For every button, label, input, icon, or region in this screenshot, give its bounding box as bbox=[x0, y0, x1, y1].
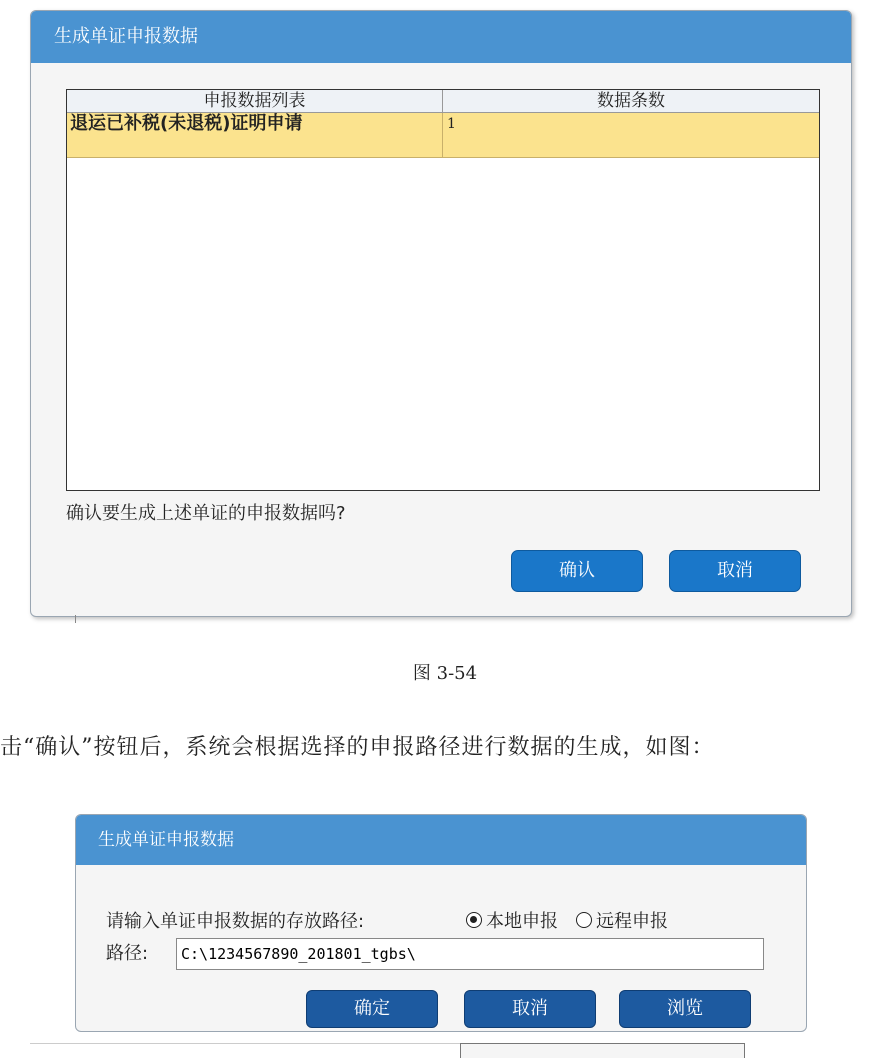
dialog-title: 生成单证申报数据 bbox=[76, 815, 806, 865]
cancel-button[interactable]: 取消 bbox=[464, 990, 596, 1028]
underlying-window-fragment bbox=[75, 615, 236, 623]
divider bbox=[30, 1043, 470, 1044]
radio-unselected-icon[interactable] bbox=[576, 912, 592, 928]
radio-remote-declare[interactable] bbox=[576, 907, 668, 933]
save-path-dialog bbox=[75, 814, 807, 1032]
instruction-paragraph: 击“确认”按钮后，系统会根据选择的申报路径进行数据的生成，如图： bbox=[0, 735, 715, 760]
ok-button[interactable]: 确定 bbox=[306, 990, 438, 1028]
cancel-button[interactable]: 取消 bbox=[669, 550, 801, 592]
row-name-cell: 退运已补税(未退税)证明申请 bbox=[67, 113, 443, 157]
declaration-data-table bbox=[66, 89, 820, 491]
row-count-cell: 1 bbox=[447, 116, 456, 132]
confirm-prompt: 确认要生成上述单证的申报数据吗? bbox=[66, 503, 346, 524]
radio-local-declare[interactable] bbox=[466, 907, 558, 933]
path-prompt: 请输入单证申报数据的存放路径: bbox=[106, 911, 365, 932]
radio-local-label: 本地申报 bbox=[486, 911, 558, 932]
radio-selected-icon[interactable] bbox=[466, 912, 482, 928]
figure-caption: 图 3-54 bbox=[412, 663, 478, 684]
dialog-title: 生成单证申报数据 bbox=[31, 11, 851, 63]
column-header-count[interactable]: 数据条数 bbox=[597, 91, 665, 111]
path-input[interactable] bbox=[176, 938, 764, 970]
column-header-list[interactable]: 申报数据列表 bbox=[67, 90, 443, 112]
generate-data-dialog bbox=[30, 10, 852, 617]
table-row[interactable] bbox=[67, 113, 819, 158]
browse-button[interactable]: 浏览 bbox=[619, 990, 751, 1028]
declare-mode-radio-group bbox=[466, 907, 668, 933]
radio-remote-label: 远程申报 bbox=[596, 911, 668, 932]
confirm-button[interactable]: 确认 bbox=[511, 550, 643, 592]
table-header bbox=[67, 90, 819, 113]
path-field-label: 路径: bbox=[106, 943, 149, 964]
underlying-window-fragment bbox=[460, 1043, 745, 1058]
